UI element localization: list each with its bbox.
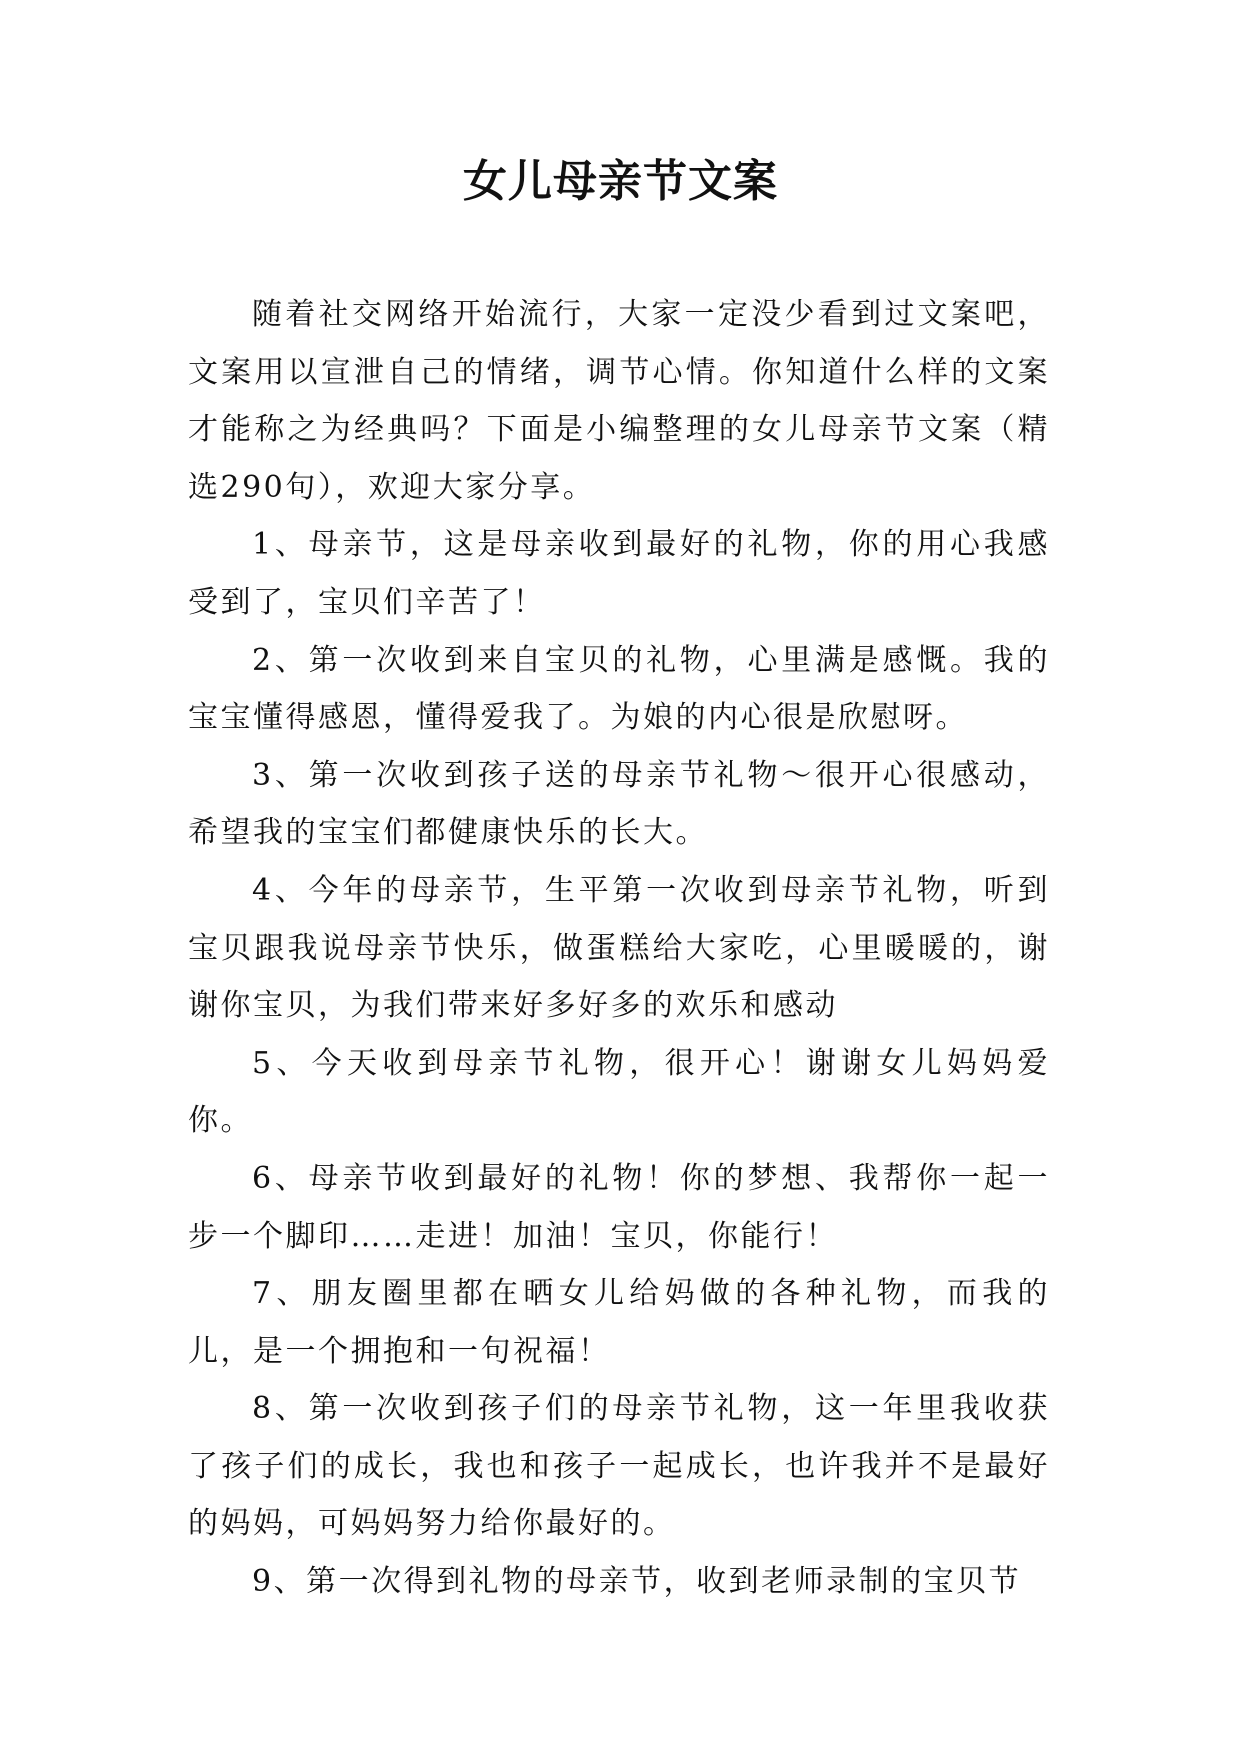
list-item-9: 9、第一次得到礼物的母亲节，收到老师录制的宝贝节 [252, 1564, 1022, 1600]
list-item-8: 8、第一次收到孩子们的母亲节礼物，这一年里我收获了孩子们的成长，我也和孩子一起成长，也许我并不是最好的妈妈，可妈妈努力给你最好的。 [188, 1391, 1050, 1542]
list-item-1: 1、母亲节，这是母亲收到最好的礼物，你的用心我感受到了，宝贝们辛苦了！ [188, 527, 1050, 620]
list-item-7: 7、朋友圈里都在晒女儿给妈做的各种礼物，而我的儿，是一个拥抱和一句祝福！ [188, 1276, 1050, 1369]
list-item-2: 2、第一次收到来自宝贝的礼物，心里满是感慨。我的宝宝懂得感恩，懂得爱我了。为娘的内心很是欣慰呀。 [188, 642, 1050, 736]
list-item-3: 3、第一次收到孩子送的母亲节礼物～很开心很感动，希望我的宝宝们都健康快乐的长大。 [188, 757, 1050, 851]
list-item-6: 6、母亲节收到最好的礼物！你的梦想、我帮你一起一步一个脚印……走进！加油！宝贝，你能行！ [188, 1160, 1050, 1254]
list-item-5: 5、今天收到母亲节礼物，很开心！谢谢女儿妈妈爱你。 [188, 1045, 1050, 1139]
document-body [188, 286, 1050, 1611]
list-item-4: 4、今年的母亲节，生平第一次收到母亲节礼物，听到宝贝跟我说母亲节快乐，做蛋糕给大家吃，心里暖暖的，谢谢你宝贝，为我们带来好多好多的欢乐和感动 [188, 872, 1050, 1024]
document-title: 女儿母亲节文案 [463, 156, 778, 207]
intro-paragraph: 随着社交网络开始流行，大家一定没少看到过文案吧，文案用以宣泄自己的情绪，调节心情。你知道什么样的文案才能称之为经典吗？下面是小编整理的女儿母亲节文案（精选290句），欢迎大家分享。 [188, 297, 1050, 505]
